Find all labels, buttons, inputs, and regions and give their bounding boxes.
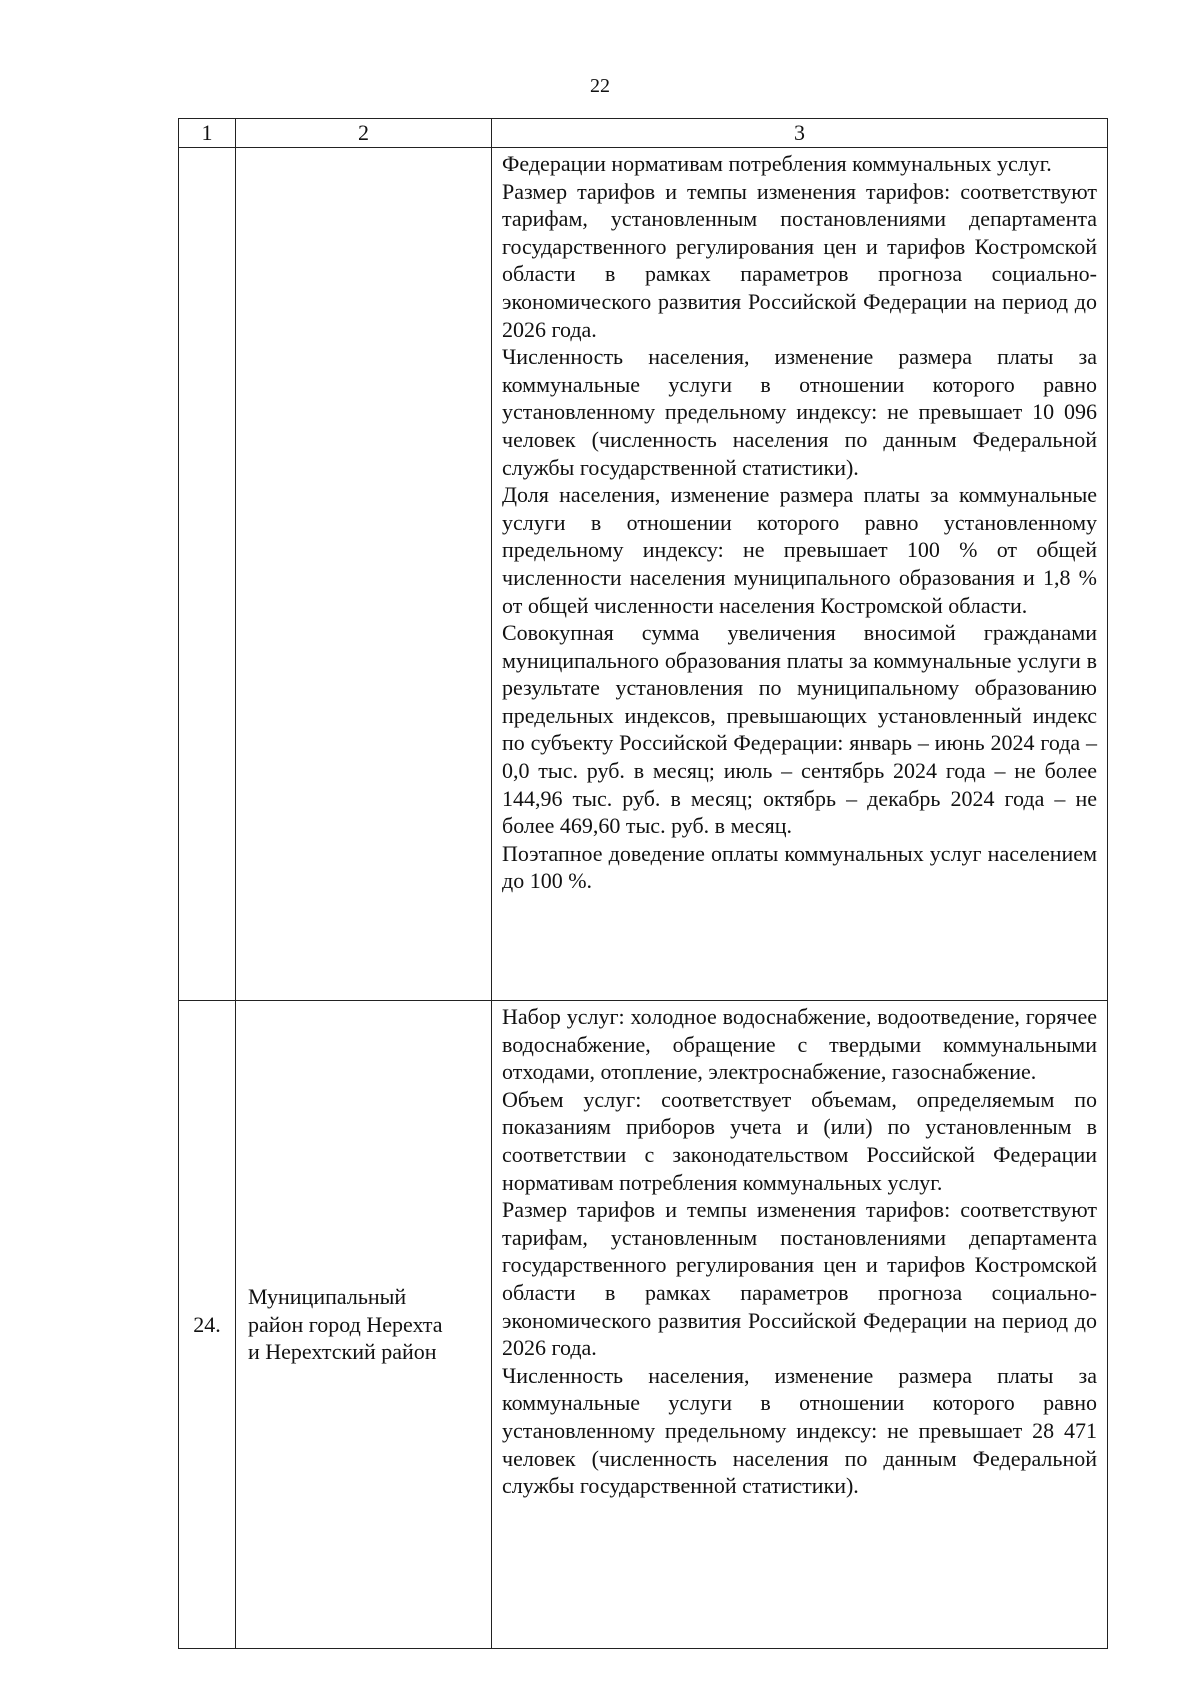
paragraph: Численность населения, изменение размера платы за коммунальные услуги в отношении которого равно установленному предельному индексу: не превышает 10 096 человек (численность населения по данным Федеральной службы государственной статистики). <box>502 344 1097 480</box>
page-number: 22 <box>590 75 610 97</box>
table-row <box>179 1001 1108 1649</box>
municipality-name-line: район город Нерехта <box>248 1311 443 1337</box>
row-number: 24. <box>179 1001 236 1649</box>
paragraph: Поэтапное доведение оплаты коммунальных услуг населением до 100 %. <box>502 840 1097 894</box>
paragraph: Набор услуг: холодное водоснабжение, водоотведение, горячее водоснабжение, обращение с твердыми коммунальными отходами, отопление, электроснабжение, газоснабжение. <box>502 1004 1097 1085</box>
row-description <box>492 148 1108 1001</box>
row-number <box>179 148 236 1001</box>
municipality-name <box>236 148 492 1001</box>
row-description <box>492 1001 1108 1649</box>
paragraph: Доля населения, изменение размера платы за коммунальные услуги в отношении которого равно установленному предельному индексу: не превышает 100 % от общей численности населения муниципального образования и 1,8 % от общей численности населения Костромской области. <box>502 482 1097 618</box>
municipality-name <box>236 1001 492 1649</box>
paragraph: Размер тарифов и темпы изменения тарифов: соответствуют тарифам, установленным постановлениями департамента государственного регулирования цен и тарифов Костромской области в рамках параметров прогноза социально-экономического развития Российской Федерации на период до 2026 года. <box>502 1197 1097 1361</box>
table-row <box>179 148 1108 1001</box>
column-header-3: 3 <box>492 119 1108 148</box>
column-header-2: 2 <box>236 119 492 148</box>
services-table <box>178 118 1108 1649</box>
paragraph: Численность населения, изменение размера платы за коммунальные услуги в отношении которого равно установленному предельному индексу: не превышает 28 471 человек (численность населения по данным Федеральной службы государственной статистики). <box>502 1362 1097 1499</box>
paragraph: Совокупная сумма увеличения вносимой гражданами муниципального образования платы за коммунальные услуги в результате установления по муниципальному образованию предельных индексов, превышающих установленный индекс по субъекту Российской Федерации: январь – июнь 2024 года – 0,0 тыс. руб. в месяц; июль – сентябрь 2024 года – не более 144,96 тыс. руб. в месяц; октябрь – декабрь 2024 года – не более 469,60 тыс. руб. в месяц. <box>502 620 1097 839</box>
column-header-1: 1 <box>179 119 236 148</box>
table-header-row <box>179 119 1108 148</box>
paragraph: Размер тарифов и темпы изменения тарифов: соответствуют тарифам, установленным постановлениями департамента государственного регулирования цен и тарифов Костромской области в рамках параметров прогноза социально-экономического развития Российской Федерации на период до 2026 года. <box>502 178 1097 342</box>
paragraph: Объем услуг: соответствует объемам, определяемым по показаниям приборов учета и (или) по установленным в соответствии с законодательством Российской Федерации нормативам потребления коммунальных услуг. <box>502 1086 1097 1195</box>
municipality-name-line: и Нерехтский район <box>248 1339 437 1365</box>
municipality-name-line: Муниципальный <box>248 1284 407 1310</box>
paragraph: Федерации нормативам потребления коммунальных услуг. <box>502 151 1052 176</box>
